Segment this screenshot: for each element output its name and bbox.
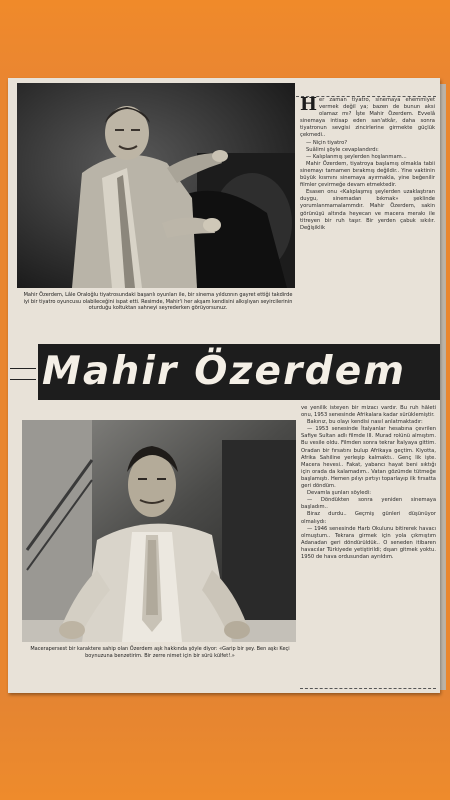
top-photo bbox=[17, 83, 295, 288]
top-photo-caption: Mahir Özerdem, Lâle Oraloğlu tiyatrosundaki başarılı oyunları ile, bir sinema yıldızının gayret ettiği takdirde iyi bir tiyatro oyuncusu olabileceğini ispat etti. Resimde, Mahir'i her akşam kendisini alkışlıyan seyircilerinin oturduğu koltuktan sahneyi seyrederken görüyorsunuz. bbox=[23, 292, 293, 312]
top-photo-image bbox=[17, 83, 295, 288]
banner-decoration bbox=[10, 368, 36, 380]
bottom-photo bbox=[22, 420, 296, 642]
paragraph: — Döndükten sonra yeniden sinemaya başladım.. bbox=[301, 497, 436, 511]
paragraph: — 1946 senesinde Harb Okulunu bitirerek havacı olmuştum.. Tekrara girmek için yola çıkmıştım Adanadan geri döndürüldük.. O seneden itibaren havacılar Türkiyede yetiştirildi; dışarı gitmek yoktu. 1950 de hava ordusundan ayrıldım. bbox=[301, 525, 436, 560]
orange-background-bottom bbox=[0, 690, 450, 800]
paragraph: Devamla şunları söyledi: bbox=[307, 490, 371, 497]
article-title: Mahir Özerdem bbox=[42, 349, 407, 394]
paragraph: Bakınız, bu olayı kendisi nasıl anlatmaktadır: bbox=[307, 419, 423, 426]
paragraph: ve yenilik isteyen bir mizacı vardır. Bu ruh hâleti onu, 1953 senesinde Afrikalara kadar sürüklemiştir. bbox=[301, 405, 436, 419]
article-column-top bbox=[300, 97, 435, 342]
orange-background-top bbox=[0, 0, 450, 80]
paragraph: Suâlimi şöyle cevaplandırdı: bbox=[306, 146, 379, 153]
paragraph: Biraz durdu.. Geçmiş günleri düşünüyor olmalıydı: bbox=[301, 511, 436, 525]
paragraph: Esasen onu «Kalıplaşmış şeylerden uzaklaştıran duygu, sinemadan bıkmak» şeklinde yorumlanmamalammdır. Mahir Özerdem, sakin görünüşü altında heyecan ve macera merakı ile titreyen bir ruh taşır. Bir yerden çabuk sıkılır. Değişiklik bbox=[300, 189, 435, 231]
article-column-bottom bbox=[301, 405, 436, 687]
column-top-rule bbox=[296, 96, 436, 97]
bottom-photo-caption: Macerapersest bir karaktere sahip olan Özerdem aşk hakkında şöyle diyor: «Garip bir şey. Ben aşkı Keçi boynuzuna benzetirim. Bir zerre nimet için bir sürü külfet!.» bbox=[30, 646, 290, 659]
column-bottom-rule bbox=[300, 688, 436, 689]
title-banner bbox=[38, 344, 440, 400]
paragraph: Mahir Özerdem, tiyatroya başlamış olmakla tabii sinemayı tamamen bırakmış değildir.. Yine vaktinin büyük kısmını sinemaya ayırmakla, yine beğenilir filmler çevirmeğe devam etmektedir. bbox=[300, 160, 435, 189]
drop-cap: H bbox=[300, 97, 318, 115]
paragraph: — Kalıplanmış şeylerden hoşlanmam... bbox=[306, 153, 407, 160]
paragraph: er zaman tiyatro, sinemaya ehemmiyet vermek değil ya; bazen de bunun aksi olamaz mı? İşte Mahir Özerdem. Evvelâ sinemaya intisap eden san'atkâr, daha sonra tiyatronun sevgisi zincirlerine girmekte güçlük çekmedi.. bbox=[300, 97, 435, 139]
paragraph: — 1953 senesinde İtalyanlar hesabına çevrilen Safiye Sultan adlı filmde III. Murad rolünü almıştım. Bu vesile oldu. Filmden sonra tekrar İtalyaya gittim. Oradan bir fırsatını bulup Afrikaya geçtim. Kiyotta, Afrika Sahiline yerleşip kalmaktı.. Genç lik işte. Macera hevesi.. Fakat, yabancı hayat beni sıktığı için orada da kalamadım.. Vatan gözümde tütmeğe başlamıştı. Hemen pılıyı pırtıyı toparlayıp ilk fırsatta geri döndüm. bbox=[301, 426, 436, 490]
bottom-photo-image bbox=[22, 420, 296, 642]
paragraph: — Niçin tiyatro? bbox=[306, 139, 348, 146]
